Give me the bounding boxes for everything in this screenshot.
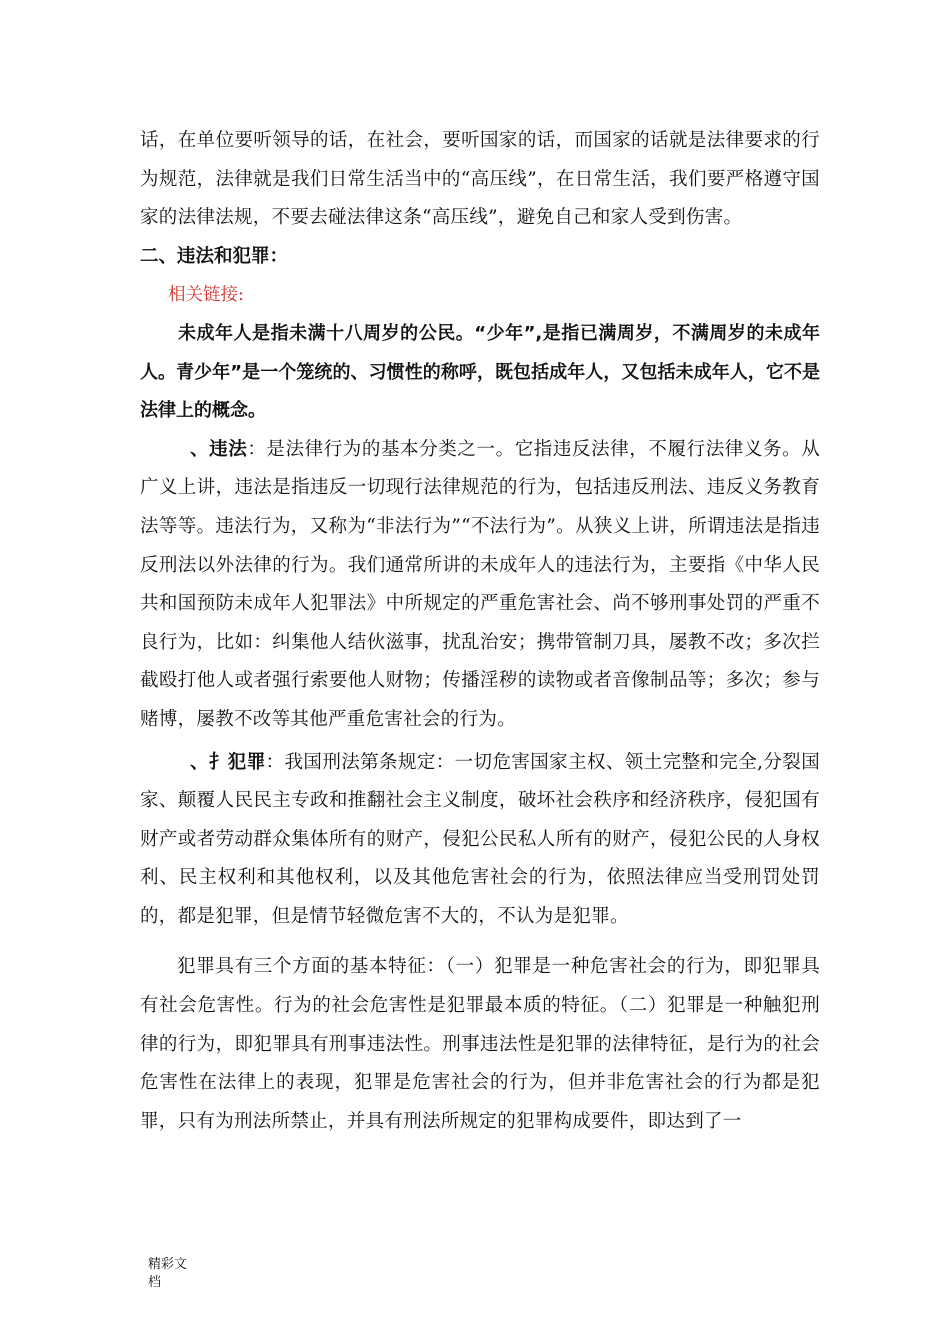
document-body [140,122,820,1141]
violation-paragraph [140,431,820,740]
section-heading: 二、违法和犯罪： [140,245,289,267]
footer-line-2: 档 [148,1275,162,1290]
crime-term: 、扌犯罪 [190,751,266,773]
intro-paragraph: 话，在单位要听领导的话，在社会，要听国家的话，而国家的话就是法律要求的行为规范，法律就是我们日常生活当中的“高压线”，在日常生活，我们要严格遵守国家的法律法规，不要去碰法律这条“高压线”，避免自己和家人受到伤害。 [140,130,820,229]
crime-features-paragraph: 犯罪具有三个方面的基本特征：（一）犯罪是一种危害社会的行为，即犯罪具有社会危害性。行为的社会危害性是犯罪最本质的特征。（二）犯罪是一种触犯刑律的行为，即犯罪具有刑事违法性。刑事违法性是犯罪的法律特征，是行为的社会危害性在法律上的表现，犯罪是危害社会的行为，但并非危害社会的行为都是犯罪，只有为刑法所禁止，并具有刑法所规定的犯罪构成要件，即达到了一 [140,956,820,1132]
related-link-label: 相关链接: [168,285,244,306]
crime-paragraph [140,744,820,937]
footer-label [148,1256,208,1292]
violation-text: ：是法律行为的基本分类之一。它指违反法律，不履行法律义务。从广义上讲，违法是指违反一切现行法律规范的行为，包括违反刑法、违反义务教育法等等。违法行为，又称为“非法行为”“不法行为”。从狭义上讲，所谓违法是指违反刑法以外法律的行为。我们通常所讲的未成年人的违法行为，主要指《中华人民共和国预防未成年人犯罪法》中所规定的严重危害社会、尚不够刑事处罚的严重不良行为，比如：纠集他人结伙滋事，扰乱治安；携带管制刀具，屡教不改；多次拦截殴打他人或者强行索要他人财物；传播淫秽的读物或者音像制品等；多次；参与赌博，屡教不改等其他严重危害社会的行为。 [140,438,820,730]
violation-term: 、违法 [190,438,248,460]
minor-definition-paragraph: 未成年人是指未满十八周岁的公民。“少年”,是指已满周岁，不满周岁的未成年人。青少年”是一个笼统的、习惯性的称呼，既包括成年人，又包括未成年人，它不是法律上的概念。 [140,322,820,422]
footer-line-1: 精彩文 [148,1257,188,1272]
crime-text: ：我国刑法第条规定：一切危害国家主权、领土完整和完全,分裂国家、颠覆人民民主专政和推翻社会主义制度，破坏社会秩序和经济秩序，侵犯国有财产或者劳动群众集体所有的财产，侵犯公民私人所有的财产，侵犯公民的人身权利、民主权利和其他权利，以及其他危害社会的行为，依照法律应当受刑罚处罚的，都是犯罪，但是情节轻微危害不大的，不认为是犯罪。 [140,751,821,927]
